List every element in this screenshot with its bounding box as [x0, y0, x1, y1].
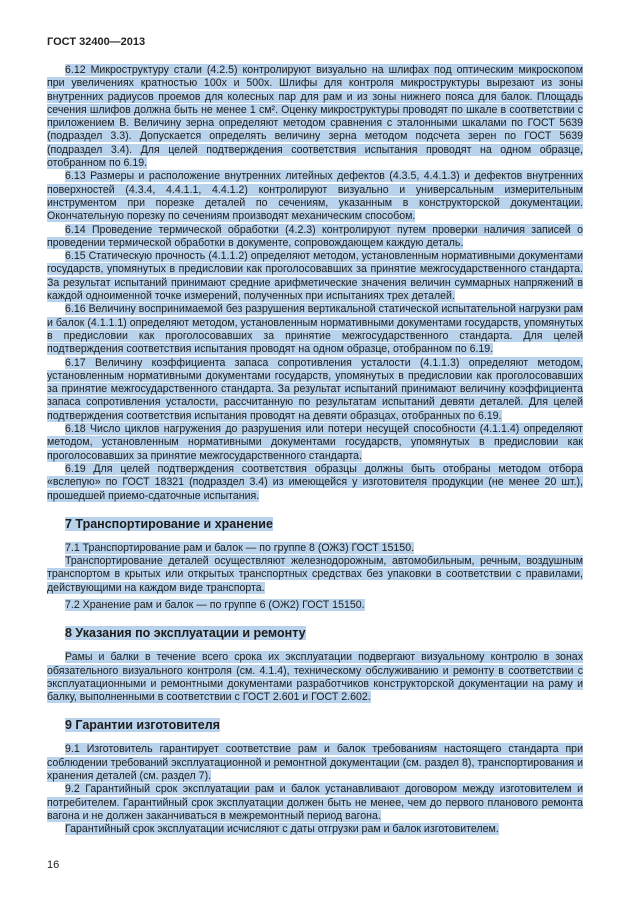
selected-text: 6.13 Размеры и расположение внутренних литейных дефектов (4.3.5, 4.4.1.3) и дефектов внутренних поверхностей (4.3.4, 4.4.1.1, 4.4.1.2) контролируют визуально и универсальным измерительным инструментом при порезке деталей по сечениям, указанным в конструкторской документации. Окончательную порезку по сечениям производят механическим способом. — [47, 170, 583, 223]
section-heading-9 — [47, 718, 583, 733]
paragraph-9-2 — [47, 783, 583, 823]
document-body — [47, 64, 583, 837]
paragraph-7-1 — [47, 542, 583, 555]
selected-text: 7.2 Хранение рам и балок — по группе 6 (ОЖ2) ГОСТ 15150. — [65, 598, 365, 611]
selected-text: 6.17 Величину коэффициента запаса сопротивления усталости (4.1.1.3) определяют методом, установленным нормативными документами государств, упомянутых в предисловии как проголосовавших за принятие межгосударственного стандарта. За результат испытаний принимают величину коэффициента запаса сопротивления усталости, рассчитанную по результатам испытаний девяти деталей. Для целей подтверждения соответствия испытания проводят на девяти образцах, отобранных по 6.19. — [47, 356, 583, 422]
section-heading-7 — [47, 517, 583, 532]
selected-text: 6.19 Для целей подтверждения соответствия образцы должны быть отобраны методом отбора «вслепую» по ГОСТ 18321 (подраздел 3.4) из имеющейся у изготовителя продукции (не менее 20 шт.), прошедшей приемо-сдаточные испытания. — [47, 462, 583, 502]
selected-text: 6.14 Проведение термической обработки (4.2.3) контролируют путем проверки наличия записей о проведении термической обработки в документе, сопровождающем каждую деталь. — [47, 223, 583, 249]
selected-text: 6.16 Величину воспринимаемой без разрушения вертикальной статической испытательной нагрузки рам и балок (4.1.1.1) определяют методом, установленным нормативными документами государств, упомянутых в предисловии как проголосовавших за принятие межгосударственного стандарта. Для целей подтверждения соответствия испытания проводят на одном образце, отобранном по 6.19. — [47, 303, 583, 356]
paragraph-6-18 — [47, 423, 583, 463]
paragraph-6-12 — [47, 64, 583, 170]
selected-text: 9.2 Гарантийный срок эксплуатации рам и балок устанавливают договором между изготовителем и потребителем. Гарантийный срок эксплуатации должен быть не менее, чем до первого планового ремонта вагона и не должен заканчиваться в межремонтный период вагона. — [47, 783, 583, 822]
paragraph-6-19 — [47, 463, 583, 503]
selected-text: 8 Указания по эксплуатации и ремонту — [65, 626, 306, 641]
selected-text: 6.12 Микроструктуру стали (4.2.5) контролируют визуально на шлифах под оптическим микроскопом при увеличениях кратностью 100х и 500х. Шлифы для контроля микроструктуры вырезают из зоны внутренних радиусов проемов для колесных пар для рам и из зоны нижнего пояса для балок. Площадь сечения шлифов должна быть не менее 1 см². Оценку микроструктуры проводят по шкале в соответствии с приложением В. Величину зерна определяют методом сравнения с эталонными шкалами по ГОСТ 5639 (подраздел 3.3). Допускается определять величину зерна методом подсчета зерен по ГОСТ 5639 (подраздел 3.4). Для целей подтверждения соответствия испытания проводят на одном образце, отобранном по 6.19. — [47, 64, 583, 170]
paragraph-9-3 — [47, 823, 583, 836]
selected-text: 9.1 Изготовитель гарантирует соответствие рам и балок требованиям настоящего стандарта при соблюдении требований эксплуатационной и ремонтной документации (см. раздел 8), транспортирования и хранения деталей (см. раздел 7). — [47, 743, 583, 783]
document-header: ГОСТ 32400—2013 — [47, 36, 146, 48]
selected-text: 7 Транспортирование и хранение — [65, 516, 273, 531]
paragraph-6-17 — [47, 357, 583, 423]
selected-text: Транспортирование деталей осуществляют железнодорожным, автомобильным, речным, воздушным транспортом в крытых или открытых транспортных средствах без упаковки в соответствии с правилами, действующими на каждом виде транспорта. — [47, 555, 583, 594]
selected-text: Гарантийный срок эксплуатации исчисляют с даты отгрузки рам и балок изготовителем. — [65, 823, 499, 836]
paragraph-6-14 — [47, 224, 583, 251]
paragraph-6-16 — [47, 303, 583, 356]
paragraph-6-13 — [47, 170, 583, 223]
selected-text: 9 Гарантии изготовителя — [65, 718, 220, 733]
page-number: 16 — [47, 859, 60, 871]
selected-text: Рамы и балки в течение всего срока их эксплуатации подвергают визуальному контролю в зонах обязательного визуального контроля (см. 4.1.4), техническому обслуживанию и ремонту в соответствии с эксплуатационными и ремонтными документами разработчиков конструкторской документации на раму и балку, выполненными в соответствии с ГОСТ 2.601 и ГОСТ 2.602. — [47, 651, 583, 704]
selected-text: 7.1 Транспортирование рам и балок — по группе 8 (ОЖ3) ГОСТ 15150. — [65, 541, 415, 554]
paragraph-7-2 — [47, 599, 583, 612]
paragraph-8-1 — [47, 651, 583, 704]
selected-text: 6.15 Статическую прочность (4.1.1.2) определяют методом, установленным нормативными документами государств, упомянутых в предисловии как проголосовавших за принятие межгосударственного стандарта. За результат испытаний принимают средние арифметические значения величин суммарных напряжений в каждой одноименной точке измерений, полученных при испытаниях трех деталей. — [47, 250, 583, 303]
paragraph-9-1 — [47, 743, 583, 783]
paragraph-7-1-continued — [47, 555, 583, 595]
selected-text: 6.18 Число циклов нагружения до разрушения или потери несущей способности (4.1.1.4) определяют методом, установленным нормативными документами государств, упомянутых в предисловии как проголосовавших за принятие межгосударственного стандарта. — [47, 423, 583, 462]
section-heading-8 — [47, 626, 583, 641]
paragraph-6-15 — [47, 250, 583, 303]
